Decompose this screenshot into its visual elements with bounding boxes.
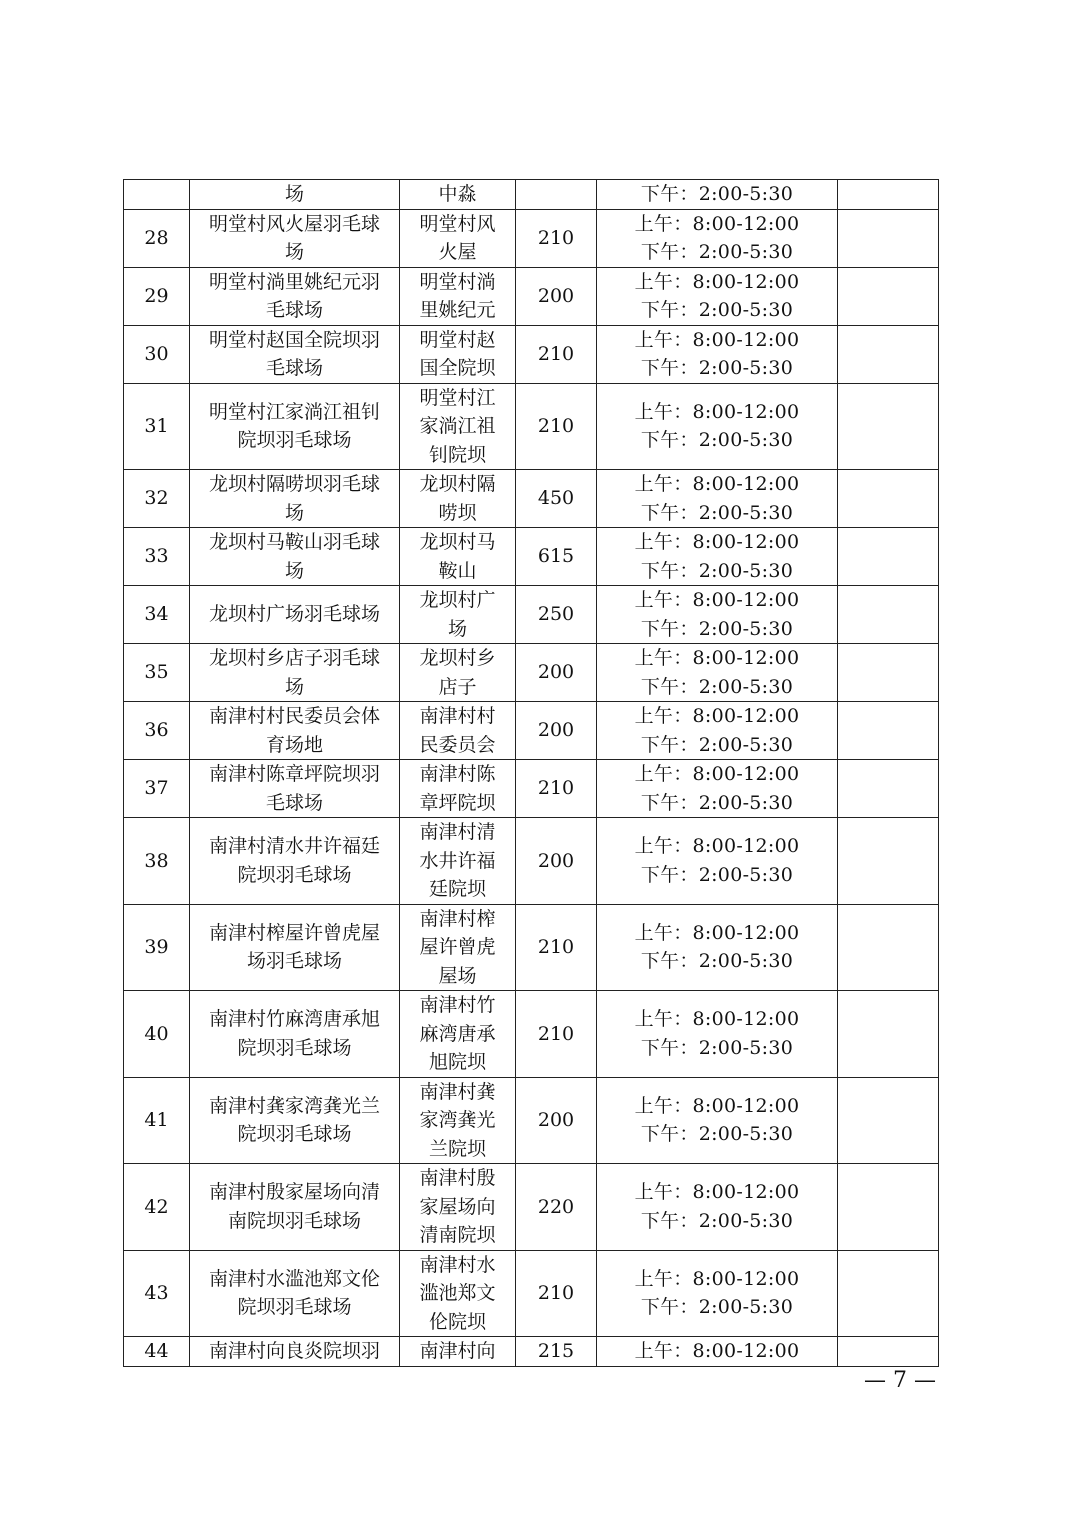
venue-table-body	[124, 180, 939, 1367]
cell-location-line: 明堂村赵	[419, 328, 496, 351]
cell-number: 41	[124, 1077, 190, 1164]
cell-remark	[838, 644, 939, 702]
cell-location-line: 钊院坝	[428, 443, 486, 466]
cell-location-line: 店子	[438, 675, 477, 698]
cell-open-hours-line: 下午：2:00-5:30	[640, 183, 794, 205]
cell-venue-name	[190, 1250, 400, 1337]
cell-location-line: 明堂村风	[419, 212, 496, 235]
cell-location-line: 南津村陈	[419, 763, 496, 785]
cell-location-line: 鞍山	[438, 559, 477, 582]
cell-venue-name-line: 场	[284, 183, 304, 205]
table-row	[124, 644, 939, 702]
cell-venue-name-line: 龙坝村马鞍山羽毛球	[208, 531, 380, 553]
cell-venue-name	[190, 209, 400, 267]
cell-number: 32	[124, 470, 190, 528]
cell-location-line: 南津村竹	[419, 994, 496, 1016]
cell-open-hours-line: 下午：2:00-5:30	[640, 501, 794, 524]
cell-open-hours-line: 上午：8:00-12:00	[634, 531, 800, 553]
cell-venue-name-line: 院坝羽毛球场	[237, 1036, 352, 1059]
cell-location-line: 屋场	[438, 964, 477, 987]
cell-open-hours-line: 上午：8:00-12:00	[634, 1008, 800, 1031]
cell-open-hours-line: 上午：8:00-12:00	[634, 1094, 800, 1117]
cell-venue-name	[190, 180, 400, 210]
cell-area: 200	[516, 267, 597, 325]
cell-area: 210	[516, 904, 597, 991]
cell-open-hours-line: 下午：2:00-5:30	[640, 733, 794, 756]
cell-venue-name	[190, 528, 400, 586]
table-row	[124, 1337, 939, 1367]
cell-location	[400, 991, 516, 1078]
cell-open-hours-line: 下午：2:00-5:30	[640, 617, 794, 640]
cell-remark	[838, 325, 939, 383]
cell-open-hours	[597, 702, 838, 760]
cell-venue-name-line: 场	[284, 501, 304, 524]
cell-open-hours-line: 上午：8:00-12:00	[634, 212, 800, 235]
cell-location-line: 家屋场向	[419, 1195, 496, 1218]
cell-open-hours	[597, 760, 838, 818]
cell-remark	[838, 991, 939, 1078]
cell-venue-name-line: 场羽毛球场	[246, 950, 342, 973]
cell-location-line: 国全院坝	[419, 357, 496, 379]
cell-venue-name-line: 院坝羽毛球场	[237, 1296, 352, 1319]
table-row	[124, 470, 939, 528]
cell-venue-name-line: 明堂村风火屋羽毛球	[208, 212, 380, 235]
cell-open-hours-line: 上午：8:00-12:00	[634, 1267, 800, 1290]
table-row	[124, 209, 939, 267]
cell-venue-name-line: 院坝羽毛球场	[237, 863, 352, 886]
cell-open-hours	[597, 1077, 838, 1164]
cell-location-line: 龙坝村隔	[419, 473, 496, 495]
cell-number	[124, 180, 190, 210]
cell-location-line: 水井许福	[419, 849, 496, 872]
cell-open-hours-line: 下午：2:00-5:30	[640, 429, 794, 452]
cell-venue-name	[190, 267, 400, 325]
cell-number: 35	[124, 644, 190, 702]
table-row	[124, 586, 939, 644]
cell-open-hours-line: 下午：2:00-5:30	[640, 1209, 794, 1232]
cell-open-hours	[597, 1337, 838, 1367]
table-row	[124, 1077, 939, 1164]
cell-location-line: 屋许曾虎	[419, 936, 496, 958]
table-row	[124, 267, 939, 325]
cell-location-line: 伦院坝	[428, 1310, 486, 1333]
cell-location-line: 中淼	[438, 183, 477, 205]
cell-number: 30	[124, 325, 190, 383]
cell-number: 34	[124, 586, 190, 644]
cell-location-line: 场	[447, 617, 467, 640]
cell-location	[400, 586, 516, 644]
cell-venue-name-line: 南津村竹麻湾唐承旭	[208, 1008, 380, 1031]
cell-open-hours-line: 上午：8:00-12:00	[634, 647, 800, 669]
cell-venue-name	[190, 818, 400, 905]
cell-venue-name-line: 南津村龚家湾龚光兰	[208, 1094, 380, 1117]
cell-area: 210	[516, 325, 597, 383]
cell-open-hours	[597, 528, 838, 586]
cell-location-line: 唠坝	[438, 501, 477, 524]
cell-location	[400, 528, 516, 586]
cell-open-hours	[597, 180, 838, 210]
cell-open-hours-line: 上午：8:00-12:00	[634, 589, 800, 611]
cell-open-hours-line: 下午：2:00-5:30	[640, 1123, 794, 1146]
cell-location-line: 龙坝村马	[419, 531, 496, 553]
cell-open-hours	[597, 818, 838, 905]
cell-venue-name-line: 南津村殷家屋场向清	[208, 1181, 380, 1204]
cell-location-line: 民委员会	[419, 733, 496, 756]
cell-area: 210	[516, 760, 597, 818]
cell-remark	[838, 760, 939, 818]
cell-venue-name	[190, 325, 400, 383]
cell-number: 36	[124, 702, 190, 760]
cell-area: 200	[516, 818, 597, 905]
cell-location	[400, 180, 516, 210]
table-row	[124, 325, 939, 383]
cell-venue-name	[190, 1337, 400, 1367]
cell-location-line: 南津村清	[419, 821, 496, 843]
cell-open-hours	[597, 904, 838, 991]
cell-venue-name-line: 院坝羽毛球场	[237, 1123, 352, 1146]
cell-location	[400, 760, 516, 818]
cell-venue-name-line: 龙坝村广场羽毛球场	[208, 603, 380, 626]
cell-location	[400, 383, 516, 470]
cell-remark	[838, 904, 939, 991]
cell-remark	[838, 1250, 939, 1337]
cell-remark	[838, 528, 939, 586]
cell-open-hours-line: 上午：8:00-12:00	[634, 835, 800, 858]
cell-location-line: 廷院坝	[428, 878, 486, 900]
cell-venue-name-line: 毛球场	[265, 357, 323, 379]
cell-location-line: 章坪院坝	[419, 791, 496, 814]
cell-open-hours-line: 上午：8:00-12:00	[634, 1340, 800, 1362]
cell-venue-name	[190, 904, 400, 991]
cell-open-hours	[597, 383, 838, 470]
cell-location-line: 南津村水	[419, 1253, 496, 1276]
cell-number: 37	[124, 760, 190, 818]
cell-open-hours-line: 上午：8:00-12:00	[634, 763, 800, 785]
cell-remark	[838, 702, 939, 760]
cell-open-hours-line: 下午：2:00-5:30	[640, 299, 794, 321]
cell-open-hours-line: 上午：8:00-12:00	[634, 705, 800, 727]
cell-number: 40	[124, 991, 190, 1078]
cell-area: 210	[516, 1250, 597, 1337]
cell-venue-name	[190, 760, 400, 818]
cell-remark	[838, 383, 939, 470]
table-row	[124, 818, 939, 905]
cell-open-hours-line: 上午：8:00-12:00	[634, 1181, 800, 1204]
cell-venue-name-line: 南津村水滥池郑文伦	[208, 1267, 380, 1290]
table-row	[124, 1250, 939, 1337]
cell-location	[400, 904, 516, 991]
cell-location-line: 麻湾唐承	[419, 1022, 496, 1045]
cell-venue-name-line: 龙坝村乡店子羽毛球	[208, 647, 380, 669]
cell-open-hours	[597, 209, 838, 267]
cell-number: 31	[124, 383, 190, 470]
cell-location	[400, 1250, 516, 1337]
cell-venue-name-line: 育场地	[265, 733, 323, 756]
cell-area: 215	[516, 1337, 597, 1367]
cell-open-hours-line: 下午：2:00-5:30	[640, 357, 794, 379]
page-number: — 7 —	[864, 1368, 936, 1393]
cell-venue-name-line: 场	[284, 559, 304, 582]
cell-area: 220	[516, 1164, 597, 1251]
cell-remark	[838, 818, 939, 905]
cell-venue-name-line: 南津村村民委员会体	[208, 705, 380, 727]
cell-location-line: 滥池郑文	[419, 1282, 496, 1304]
table-row	[124, 180, 939, 210]
cell-location	[400, 1077, 516, 1164]
cell-open-hours	[597, 991, 838, 1078]
cell-location	[400, 470, 516, 528]
cell-venue-name-line: 毛球场	[265, 299, 323, 321]
cell-area: 210	[516, 991, 597, 1078]
cell-venue-name	[190, 470, 400, 528]
cell-open-hours	[597, 586, 838, 644]
cell-number: 33	[124, 528, 190, 586]
cell-location-line: 南津村榨	[419, 907, 496, 930]
cell-open-hours-line: 上午：8:00-12:00	[634, 400, 800, 423]
table-row	[124, 528, 939, 586]
cell-venue-name	[190, 991, 400, 1078]
cell-area: 615	[516, 528, 597, 586]
cell-remark	[838, 1337, 939, 1367]
cell-number: 29	[124, 267, 190, 325]
cell-location	[400, 702, 516, 760]
cell-location	[400, 818, 516, 905]
cell-open-hours-line: 下午：2:00-5:30	[640, 1296, 794, 1319]
cell-location-line: 龙坝村广	[419, 589, 496, 611]
cell-open-hours-line: 下午：2:00-5:30	[640, 950, 794, 973]
cell-number: 39	[124, 904, 190, 991]
table-row	[124, 383, 939, 470]
cell-venue-name-line: 南津村陈章坪院坝羽	[208, 763, 380, 785]
venue-table	[123, 179, 939, 1367]
cell-venue-name-line: 南津村榨屋许曾虎屋	[208, 921, 380, 944]
cell-area	[516, 180, 597, 210]
cell-open-hours-line: 上午：8:00-12:00	[634, 921, 800, 944]
cell-venue-name	[190, 644, 400, 702]
table-row	[124, 904, 939, 991]
cell-open-hours-line: 下午：2:00-5:30	[640, 863, 794, 886]
table-row	[124, 760, 939, 818]
cell-remark	[838, 1077, 939, 1164]
cell-area: 200	[516, 644, 597, 702]
cell-open-hours	[597, 470, 838, 528]
cell-open-hours	[597, 325, 838, 383]
cell-venue-name-line: 毛球场	[265, 791, 323, 814]
cell-number: 43	[124, 1250, 190, 1337]
cell-location-line: 里姚纪元	[419, 299, 496, 321]
cell-location-line: 龙坝村乡	[419, 647, 496, 669]
cell-location	[400, 209, 516, 267]
cell-location	[400, 644, 516, 702]
cell-venue-name-line: 明堂村赵国全院坝羽	[208, 328, 380, 351]
cell-venue-name	[190, 1077, 400, 1164]
cell-remark	[838, 586, 939, 644]
cell-remark	[838, 1164, 939, 1251]
cell-venue-name	[190, 702, 400, 760]
cell-location	[400, 1337, 516, 1367]
cell-venue-name-line: 场	[284, 241, 304, 263]
cell-location-line: 明堂村江	[419, 386, 496, 409]
cell-area: 210	[516, 383, 597, 470]
cell-location	[400, 1164, 516, 1251]
table-row	[124, 702, 939, 760]
cell-open-hours-line: 上午：8:00-12:00	[634, 270, 800, 293]
cell-location-line: 兰院坝	[428, 1137, 486, 1160]
cell-open-hours-line: 上午：8:00-12:00	[634, 328, 800, 351]
cell-location-line: 家湾龚光	[419, 1109, 496, 1131]
cell-area: 250	[516, 586, 597, 644]
cell-location-line: 南津村村	[419, 705, 496, 727]
table-row	[124, 991, 939, 1078]
cell-open-hours	[597, 644, 838, 702]
cell-open-hours-line: 下午：2:00-5:30	[640, 241, 794, 263]
cell-venue-name	[190, 1164, 400, 1251]
cell-open-hours	[597, 267, 838, 325]
cell-venue-name-line: 南院坝羽毛球场	[227, 1209, 361, 1232]
cell-open-hours-line: 下午：2:00-5:30	[640, 559, 794, 582]
cell-remark	[838, 267, 939, 325]
cell-area: 210	[516, 209, 597, 267]
cell-area: 450	[516, 470, 597, 528]
cell-venue-name-line: 南津村清水井许福廷	[208, 835, 380, 858]
cell-location	[400, 267, 516, 325]
cell-location-line: 家淌江祖	[419, 415, 496, 437]
cell-venue-name-line: 南津村向良炎院坝羽	[208, 1340, 380, 1362]
cell-venue-name-line: 场	[284, 675, 304, 698]
cell-remark	[838, 470, 939, 528]
cell-location-line: 清南院坝	[419, 1224, 496, 1246]
cell-location	[400, 325, 516, 383]
cell-venue-name	[190, 586, 400, 644]
cell-location-line: 南津村殷	[419, 1167, 496, 1189]
cell-remark	[838, 180, 939, 210]
cell-location-line: 旭院坝	[428, 1051, 486, 1073]
cell-area: 200	[516, 702, 597, 760]
cell-remark	[838, 209, 939, 267]
cell-area: 200	[516, 1077, 597, 1164]
cell-open-hours-line: 下午：2:00-5:30	[640, 675, 794, 698]
cell-number: 28	[124, 209, 190, 267]
cell-open-hours-line: 下午：2:00-5:30	[640, 791, 794, 814]
cell-location-line: 南津村龚	[419, 1080, 496, 1103]
cell-venue-name-line: 明堂村淌里姚纪元羽	[208, 270, 380, 293]
table-row	[124, 1164, 939, 1251]
cell-open-hours	[597, 1250, 838, 1337]
cell-location-line: 明堂村淌	[419, 270, 496, 293]
cell-venue-name-line: 龙坝村隔唠坝羽毛球	[208, 473, 380, 495]
cell-number: 42	[124, 1164, 190, 1251]
cell-number: 38	[124, 818, 190, 905]
cell-venue-name	[190, 383, 400, 470]
cell-venue-name-line: 明堂村江家淌江祖钊	[208, 400, 380, 423]
cell-location-line: 火屋	[438, 241, 477, 263]
cell-open-hours-line: 下午：2:00-5:30	[640, 1036, 794, 1059]
cell-open-hours	[597, 1164, 838, 1251]
cell-open-hours-line: 上午：8:00-12:00	[634, 473, 800, 495]
cell-location-line: 南津村向	[419, 1340, 496, 1362]
cell-venue-name-line: 院坝羽毛球场	[237, 429, 352, 452]
cell-number: 44	[124, 1337, 190, 1367]
